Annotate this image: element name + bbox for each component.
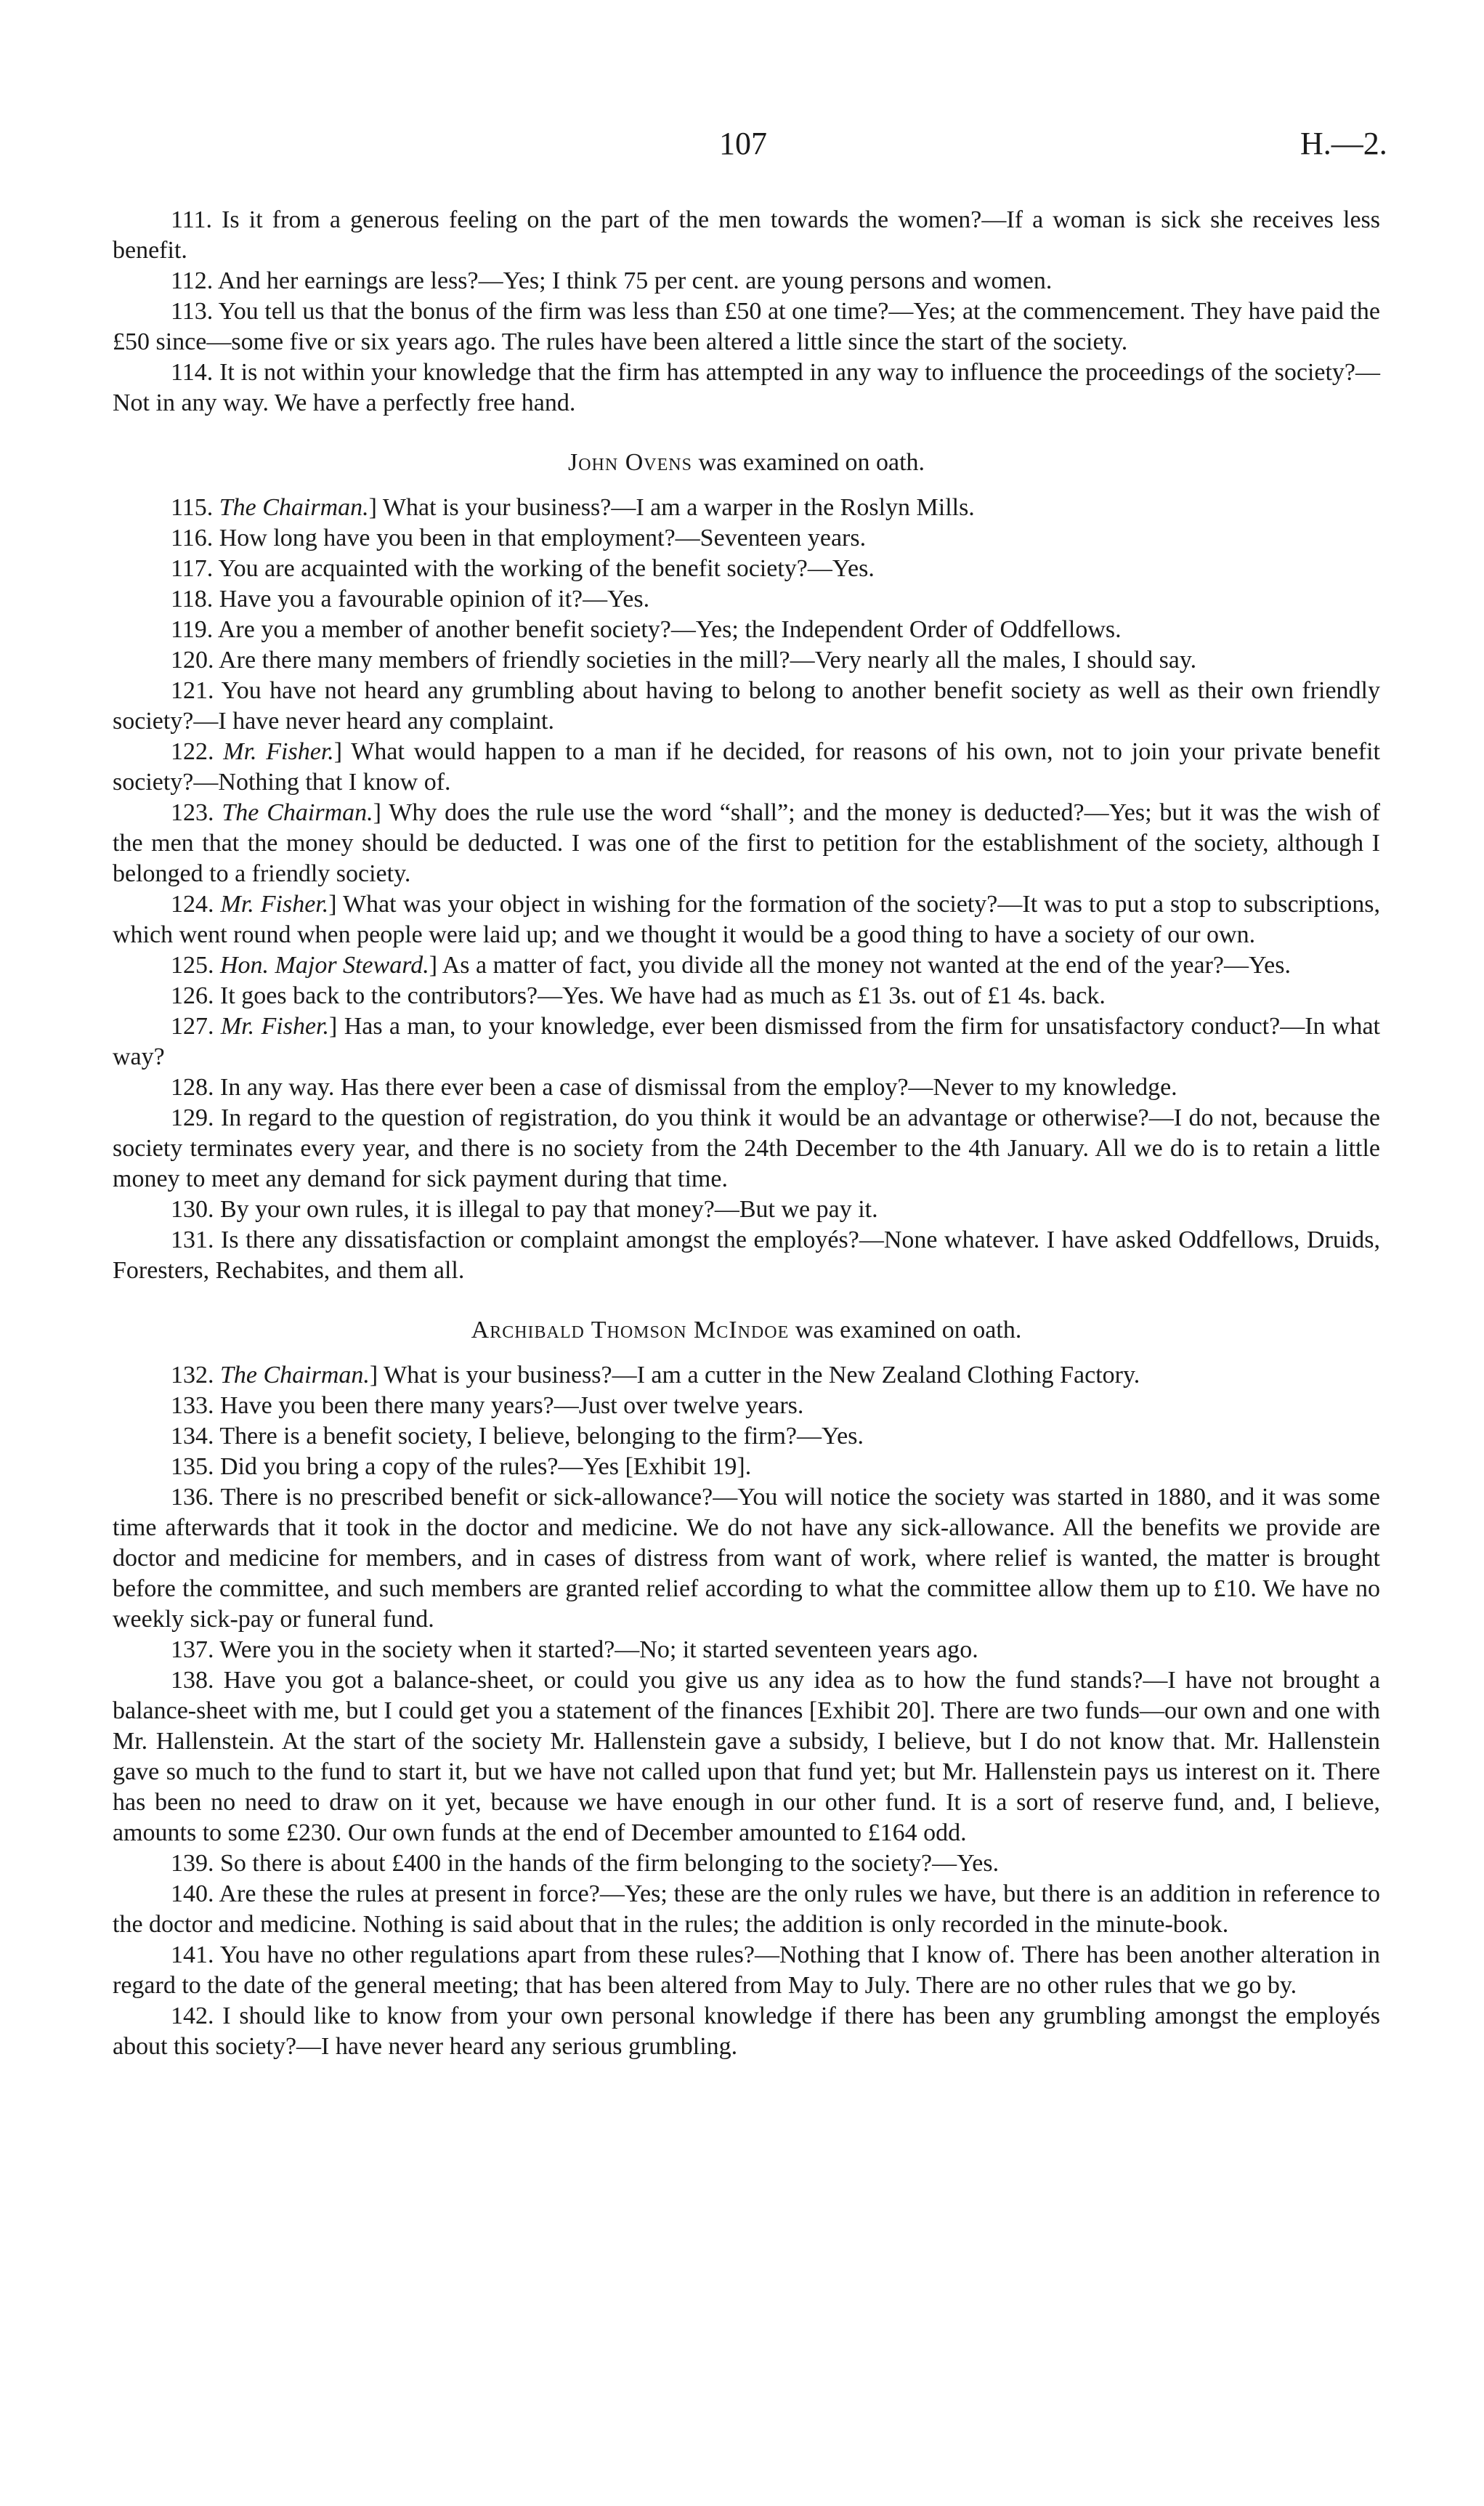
question-number: 133. [171, 1392, 214, 1419]
question-number: 114. [171, 359, 214, 386]
speaker-name: The Chairman. [220, 1362, 370, 1389]
testimony-text: What is your business?—I am a warper in the Roslyn Mills. [382, 494, 975, 521]
testimony-text: Has a man, to your knowledge, ever been dismissed from the firm for unsatisfactory conduct?—In what way? [113, 1013, 1380, 1070]
testimony-text: So there is about £400 in the hands of the firm belonging to the society?—Yes. [220, 1850, 1000, 1877]
question-number: 138. [171, 1667, 214, 1694]
question-number: 124. [171, 891, 214, 918]
question-number: 130. [171, 1196, 214, 1223]
page-number: 107 [719, 126, 767, 161]
question-number: 111. [171, 206, 212, 233]
testimony-text: Have you got a balance-sheet, or could you give us any idea as to how the fund stands?—I have not brought a balance-sheet with me, but I could get you a statement of the finances [Exhibit 20]. There are two funds—our own and one with Mr. Hallenstein. At the start of the society Mr. Hallenstein gave a subsidy, I believe, but I do not know that. Mr. Hallenstein gave so much to the fund to start it, but we have not called upon that fund yet; but Mr. Hallenstein pays us interest on it. There has been no need to draw on it yet, because we have enough in our other fund. It is a sort of reserve fund, and, I believe, amounts to some £230. Our own funds at the end of December amounted to £164 odd. [113, 1667, 1380, 1846]
question-number: 125. [171, 952, 214, 979]
question-number: 142. [171, 2002, 214, 2029]
question-number: 115. [171, 494, 214, 521]
question-number: 112. [171, 267, 214, 294]
testimony-paragraph [113, 205, 1380, 266]
question-number: 118. [171, 586, 214, 613]
question-number: 113. [171, 298, 214, 325]
testimony-paragraph [113, 1482, 1380, 1635]
testimony-text: Why does the rule use the word “shall”; and the money is deducted?—Yes; but it was the wish of the men that the money should be deducted. I was one of the first to petition for the establishment of the society, although I belonged to a friendly society. [113, 799, 1381, 887]
question-number: 123. [171, 799, 214, 826]
testimony-text: And her earnings are less?—Yes; I think 75 per cent. are young persons and women. [217, 267, 1053, 294]
testimony-paragraph [113, 1879, 1380, 1940]
testimony-paragraph [113, 615, 1380, 645]
testimony-paragraph [113, 1635, 1380, 1665]
witness-name: John Ovens [567, 449, 692, 476]
testimony-paragraph [113, 1452, 1380, 1482]
question-number: 122. [171, 738, 214, 765]
testimony-text: There is no prescribed benefit or sick-allowance?—You will notice the society was started in 1880, and it was some time afterwards that it took in the doctor and medicine. We do not have any sick-allowance. All the benefits we provide are doctor and medicine for members, and in cases of distress from want of work, where relief is wanted, the matter is brought before the committee, and such members are granted relief according to what the committee allow them up to £10. We have no weekly sick-pay or funeral fund. [113, 1484, 1381, 1633]
speaker-bracket: ] [333, 738, 343, 765]
question-number: 129. [171, 1104, 214, 1131]
testimony-paragraph [113, 1011, 1380, 1072]
testimony-text: Have you a favourable opinion of it?—Yes. [219, 586, 650, 613]
speaker-name: Mr. Fisher. [220, 891, 329, 918]
testimony-text: Are you a member of another benefit society?—Yes; the Independent Order of Oddfellows. [217, 616, 1122, 643]
speaker-name: The Chairman. [222, 799, 373, 826]
speaker-bracket: ] [369, 1362, 378, 1389]
testimony-text: Did you bring a copy of the rules?—Yes [Exhibit 19]. [220, 1453, 752, 1480]
testimony-text: How long have you been in that employment?—Seventeen years. [219, 525, 867, 551]
speaker-name: Hon. Major Steward. [220, 952, 429, 979]
testimony-paragraph [113, 357, 1380, 419]
testimony-paragraph [113, 1421, 1380, 1452]
testimony-text: By your own rules, it is illegal to pay that money?—But we pay it. [220, 1196, 878, 1223]
testimony-text: I should like to know from your own personal knowledge if there has been any grumbling amongst the employés about this society?—I have never heard any serious grumbling. [113, 2002, 1380, 2060]
testimony-text: What was your object in wishing for the formation of the society?—It was to put a stop to subscriptions, which went round when people were laid up; and we thought it would be a good thing to have a society of our own. [113, 891, 1381, 948]
testimony-text: In any way. Has there ever been a case of dismissal from the employ?—Never to my knowledge. [220, 1074, 1177, 1101]
speaker-bracket: ] [373, 799, 381, 826]
testimony-paragraph [113, 523, 1380, 554]
testimony-text: Are these the rules at present in force?—Yes; these are the only rules we have, but there is an addition in reference to the doctor and medicine. Nothing is said about that in the rules; the addition is only recorded in the minute-book. [113, 1880, 1380, 1938]
question-number: 131. [171, 1226, 214, 1253]
testimony-paragraph [113, 1072, 1380, 1103]
testimony-paragraph [113, 1665, 1380, 1848]
witness-heading [113, 1315, 1380, 1346]
testimony-paragraph [113, 1848, 1380, 1879]
testimony-text: As a matter of fact, you divide all the money not wanted at the end of the year?—Yes. [442, 952, 1291, 979]
witness-heading-suffix: was examined on oath. [698, 449, 925, 476]
testimony-paragraph [113, 584, 1380, 615]
speaker-bracket: ] [329, 1013, 338, 1040]
testimony-text: What is your business?—I am a cutter in the New Zealand Clothing Factory. [384, 1362, 1140, 1389]
question-number: 119. [171, 616, 214, 643]
speaker-name: Mr. Fisher. [223, 738, 334, 765]
testimony-paragraph [113, 296, 1380, 357]
testimony-paragraph [113, 1391, 1380, 1421]
testimony-text: Were you in the society when it started?—No; it started seventeen years ago. [219, 1636, 978, 1663]
question-number: 135. [171, 1453, 214, 1480]
document-code: H.—2. [1300, 126, 1387, 161]
testimony-paragraph [113, 2001, 1380, 2062]
question-number: 127. [171, 1013, 214, 1040]
speaker-bracket: ] [368, 494, 377, 521]
testimony-text: In regard to the question of registration, do you think it would be an advantage or otherwise?—I do not, because the society terminates every year, and there is no society from the 24th December to the 4th January. All we do is to retain a little money to meet any demand for sick payment during that time. [113, 1104, 1380, 1192]
document-body [113, 205, 1380, 2062]
testimony-paragraph [113, 1940, 1380, 2001]
testimony-text: Is it from a generous feeling on the part of the men towards the women?—If a woman is sick she receives less benefit. [113, 206, 1381, 264]
testimony-paragraph [113, 1103, 1380, 1195]
testimony-paragraph [113, 798, 1380, 889]
testimony-text: It goes back to the contributors?—Yes. We have had as much as £1 3s. out of £1 4s. back. [220, 982, 1106, 1009]
question-number: 116. [171, 525, 214, 551]
question-number: 141. [171, 1941, 214, 1968]
testimony-paragraph [113, 1195, 1380, 1225]
question-number: 117. [171, 555, 214, 582]
speaker-name: The Chairman. [219, 494, 369, 521]
witness-heading-suffix: was examined on oath. [795, 1317, 1022, 1343]
testimony-text: Are there many members of friendly societies in the mill?—Very nearly all the males, I should say. [219, 647, 1197, 674]
question-number: 120. [171, 647, 214, 674]
testimony-paragraph [113, 981, 1380, 1011]
testimony-paragraph [113, 676, 1380, 737]
testimony-text: Is there any dissatisfaction or complaint amongst the employés?—None whatever. I have asked Oddfellows, Druids, Foresters, Rechabites, and them all. [113, 1226, 1380, 1284]
testimony-paragraph [113, 1225, 1380, 1286]
question-number: 136. [171, 1484, 214, 1511]
testimony-paragraph [113, 645, 1380, 676]
page-header [0, 125, 1484, 169]
testimony-paragraph [113, 554, 1380, 584]
witness-name: Archibald Thomson McIndoe [471, 1317, 790, 1343]
testimony-text: Have you been there many years?—Just over twelve years. [220, 1392, 804, 1419]
testimony-paragraph [113, 1360, 1380, 1391]
testimony-text: It is not within your knowledge that the firm has attempted in any way to influence the proceedings of the society?—Not in any way. We have a perfectly free hand. [113, 359, 1380, 416]
testimony-text: There is a benefit society, I believe, belonging to the firm?—Yes. [219, 1423, 864, 1450]
testimony-text: You tell us that the bonus of the firm was less than £50 at one time?—Yes; at the commencement. They have paid the £50 since—some five or six years ago. The rules have been altered a little since the start of the society. [113, 298, 1380, 355]
testimony-text: You have not heard any grumbling about having to belong to another benefit society as well as their own friendly society?—I have never heard any complaint. [113, 677, 1380, 735]
witness-heading [113, 448, 1380, 478]
question-number: 137. [171, 1636, 214, 1663]
testimony-paragraph [113, 493, 1380, 523]
question-number: 128. [171, 1074, 214, 1101]
question-number: 134. [171, 1423, 214, 1450]
testimony-text: You have no other regulations apart from these rules?—Nothing that I know of. There has been another alteration in regard to the date of the general meeting; that has been altered from May to July. There are no other rules that we go by. [113, 1941, 1380, 1999]
question-number: 126. [171, 982, 214, 1009]
testimony-paragraph [113, 889, 1380, 950]
testimony-paragraph [113, 266, 1380, 296]
question-number: 139. [171, 1850, 214, 1877]
question-number: 132. [171, 1362, 214, 1389]
question-number: 140. [171, 1880, 214, 1907]
testimony-text: You are acquainted with the working of the benefit society?—Yes. [218, 555, 875, 582]
testimony-paragraph [113, 950, 1380, 981]
speaker-name: Mr. Fisher. [220, 1013, 330, 1040]
speaker-bracket: ] [429, 952, 438, 979]
testimony-text: What would happen to a man if he decided, for reasons of his own, not to join your private benefit society?—Nothing that I know of. [113, 738, 1381, 796]
testimony-paragraph [113, 737, 1380, 798]
speaker-bracket: ] [328, 891, 337, 918]
question-number: 121. [171, 677, 214, 704]
